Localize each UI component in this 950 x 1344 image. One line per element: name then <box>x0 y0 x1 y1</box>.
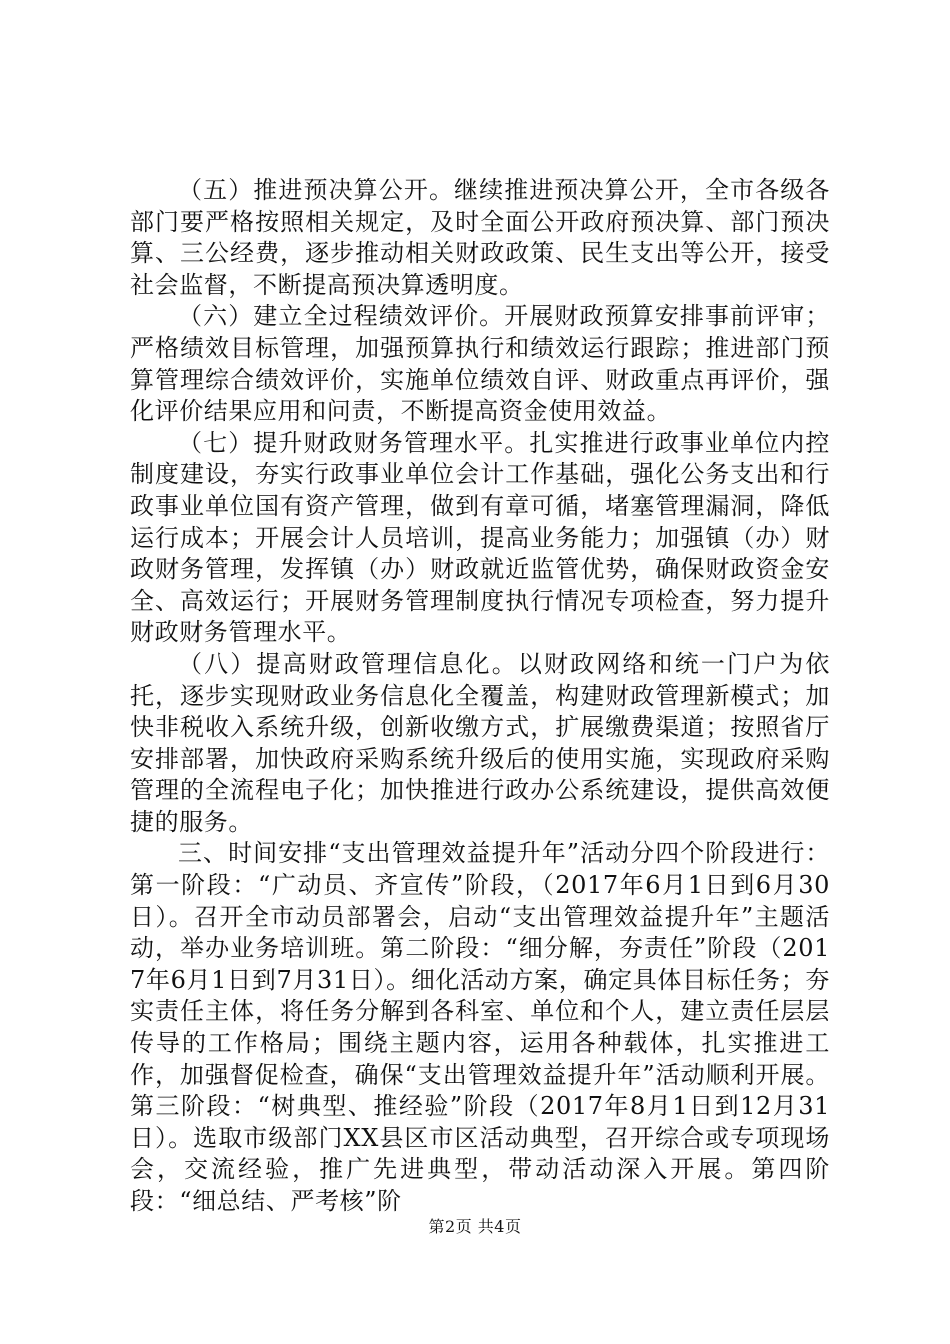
paragraph-schedule: 三、时间安排“支出管理效益提升年”活动分四个阶段进行：第一阶段：“广动员、齐宣传”阶段，（2017年6月1日到6月30日）。召开全市动员部署会，启动“支出管理效益提升年”主题活动，举办业务培训班。第二阶段：“细分解，夯责任”阶段（2017年6月1日到7月31日）。细化活动方案，确定具体目标任务；夯实责任主体，将任务分解到各科室、单位和个人，建立责任层层传导的工作格局；围绕主题内容，运用各种载体，扎实推进工作，加强督促检查，确保“支出管理效益提升年”活动顺利开展。第三阶段：“树典型、推经验”阶段（2017年8月1日到12月31日）。选取市级部门XX县区市区活动典型，召开综合或专项现场会，交流经验，推广先进典型，带动活动深入开展。第四阶段：“细总结、严考核”阶 <box>130 839 830 1215</box>
document-body <box>130 175 830 1218</box>
page-number-footer: 第2页 共4页 <box>428 1217 522 1236</box>
paragraph-section-7: （七）提升财政财务管理水平。扎实推进行政事业单位内控制度建设，夯实行政事业单位会计工作基础，强化公务支出和行政事业单位国有资产管理，做到有章可循，堵塞管理漏洞，降低运行成本；开展会计人员培训，提高业务能力；加强镇（办）财政财务管理，发挥镇（办）财政就近监管优势，确保财政资金安全、高效运行；开展财务管理制度执行情况专项检查，努力提升财政财务管理水平。 <box>130 428 830 647</box>
paragraph-section-5: （五）推进预决算公开。继续推进预决算公开，全市各级各部门要严格按照相关规定，及时全面公开政府预决算、部门预决算、三公经费，逐步推动相关财政政策、民生支出等公开，接受社会监督，不断提高预决算透明度。 <box>130 176 830 299</box>
paragraph-section-8: （八）提高财政管理信息化。以财政网络和统一门户为依托，逐步实现财政业务信息化全覆盖，构建财政管理新模式；加快非税收入系统升级，创新收缴方式，扩展缴费渠道；按照省厅安排部署，加快政府采购系统升级后的使用实施，实现政府采购管理的全流程电子化；加快推进行政办公系统建设，提供高效便捷的服务。 <box>130 649 830 836</box>
paragraph-section-6: （六）建立全过程绩效评价。开展财政预算安排事前评审；严格绩效目标管理，加强预算执行和绩效运行跟踪；推进部门预算管理综合绩效评价，实施单位绩效自评、财政重点再评价，强化评价结果应用和问责，不断提高资金使用效益。 <box>130 302 830 426</box>
